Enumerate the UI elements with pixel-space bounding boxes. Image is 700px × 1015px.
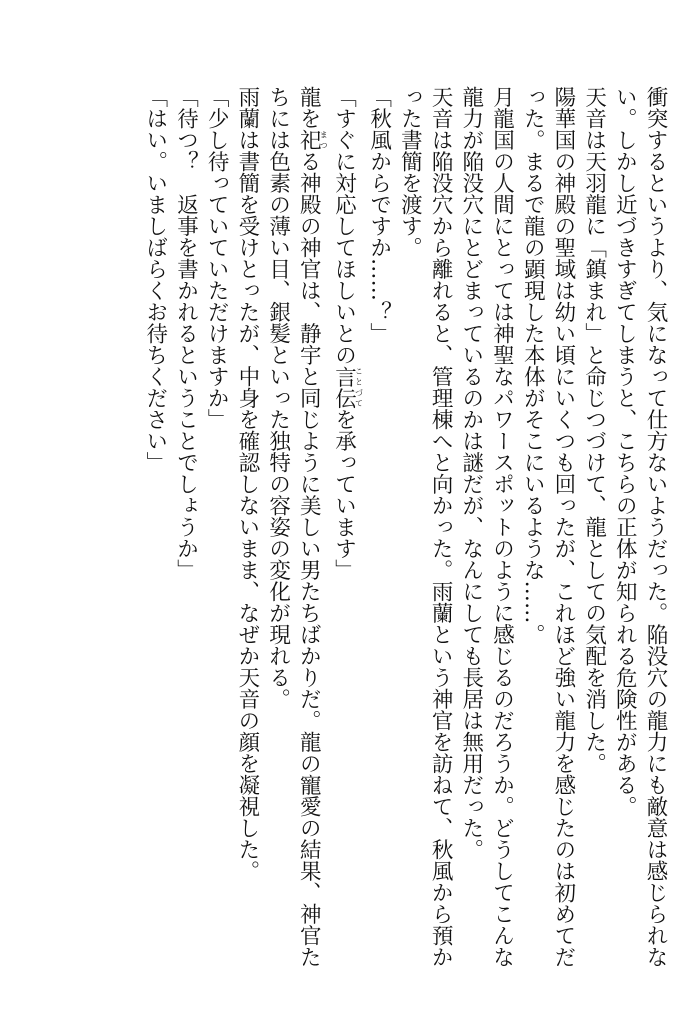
- text-line: ちには色素の薄い目、銀髪といった独特の容姿の変化が現れる。: [265, 86, 291, 710]
- text-segment: 「すぐに対応してほしいとの: [331, 86, 357, 366]
- ruby-word: [296, 129, 329, 151]
- text-line: 「少し待っていていただけますか」: [204, 86, 230, 430]
- text-segment: を承っています」: [331, 408, 357, 581]
- text-segment: 龍を: [296, 86, 322, 129]
- ruby-base: 祀: [296, 129, 322, 151]
- text-line: った書簡を渡す。: [397, 86, 423, 258]
- text-line: い。しかし近づきすぎてしまうと、こちらの正体が知られる危険性がある。: [612, 86, 638, 817]
- text-line: 衝突するというより、気になって仕方ないようだった。陥没穴の龍力にも敵意は感じられな: [643, 86, 668, 968]
- ruby-reading: ことづて: [354, 365, 364, 409]
- ruby-reading: まつ: [319, 129, 329, 151]
- text-line: 陽華国の神殿の聖域は幼い頃にいくつも回ったが、これほど強い龍力を感じたのは初めてだ: [550, 86, 576, 968]
- text-line: 天音は陥没穴から離れると、管理棟へと向かった。雨蘭という神官を訪ねて、秋風から預か: [428, 86, 454, 968]
- text-line: 「待つ？ 返事を書かれるということでしょうか」: [173, 86, 199, 581]
- ruby-word: [331, 365, 364, 409]
- vertical-text-block: [139, 86, 670, 976]
- ruby-base: 言伝: [331, 365, 357, 409]
- text-line-with-ruby: [293, 86, 328, 976]
- text-line: 天音は天羽龍に「鎮まれ」と命じつづけて、龍としての気配を消した。: [581, 86, 607, 774]
- text-line: 「秋風からですか……？」: [366, 86, 392, 344]
- text-line: 月龍国の人間にとっては神聖なパワースポットのように感じるのだろうか。どうしてこんな: [489, 86, 515, 968]
- text-line-with-ruby: [328, 86, 363, 976]
- text-line: 龍力が陥没穴にとどまっているのかは謎だが、なんにしても長居は無用だった。: [458, 86, 484, 860]
- text-line: 「はい。いましばらくお待ちください」: [142, 86, 168, 473]
- text-line: 雨蘭は書簡を受けとったが、中身を確認しないまま、なぜか天音の顔を凝視した。: [234, 86, 260, 882]
- text-segment: る神殿の神官は、静宇と同じように美しい男たちばかりだ。龍の寵愛の結果、神官た: [296, 150, 322, 968]
- text-line: った。まるで龍の顕現した本体がそこにいるような……。: [520, 86, 546, 645]
